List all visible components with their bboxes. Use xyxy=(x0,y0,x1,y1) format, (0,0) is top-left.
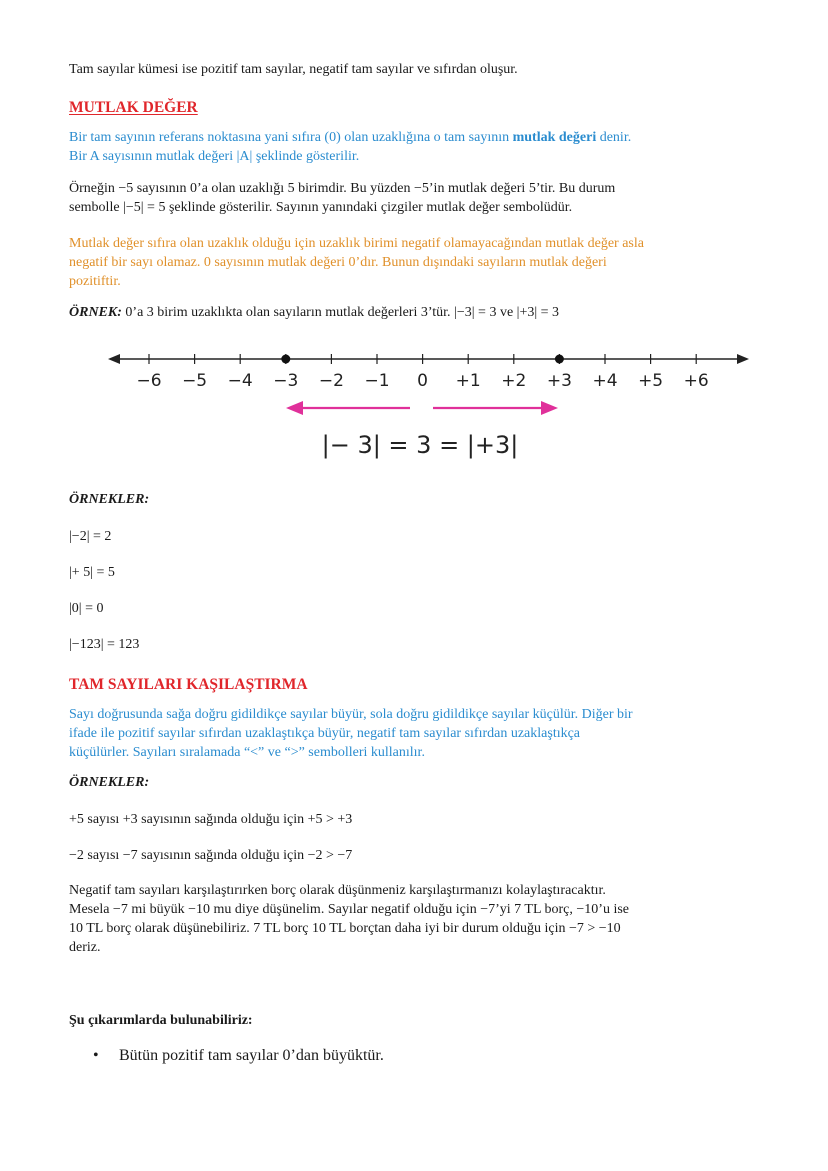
conclusion-list-item xyxy=(69,1047,749,1065)
section-heading-mutlak-deger: MUTLAK DEĞER xyxy=(69,99,198,116)
tick-label: +1 xyxy=(455,371,481,391)
tick-label: −2 xyxy=(318,371,344,391)
compare-paragraph xyxy=(69,705,749,762)
ornek-paragraph xyxy=(69,303,749,322)
definition-text-end: denir. xyxy=(596,130,632,145)
tick-label: −3 xyxy=(273,371,299,391)
debt-line-1: Negatif tam sayıları karşılaştırırken borç olarak düşünmeniz karşılaştırmanızı kolaylaştıracaktır. xyxy=(69,883,606,898)
tick-label: −5 xyxy=(182,371,208,391)
definition-paragraph xyxy=(69,128,749,166)
ornek-text: 0’a 3 birim uzaklıkta olan sayıların mutlak değerleri 3’tür. |−3| = 3 ve |+3| = 3 xyxy=(121,305,560,320)
note-line-2: negatif bir sayı olamaz. 0 sayısının mutlak değeri 0’dır. Bunun dışındaki sayıların mutlak değeri xyxy=(69,255,607,270)
conclusions-heading: Şu çıkarımlarda bulunabiliriz: xyxy=(69,1013,253,1028)
definition-line-2: Bir A sayısının mutlak değeri |A| şeklinde gösterilir. xyxy=(69,149,360,164)
example-paragraph xyxy=(69,179,749,217)
example-item-4: |−123| = 123 xyxy=(69,637,140,652)
debt-line-3: 10 TL borç olarak düşünebiliriz. 7 TL borç 10 TL borçtan daha iyi bir durum olduğu için −7 > −10 xyxy=(69,921,621,936)
marked-point xyxy=(281,355,290,364)
left-arrowhead xyxy=(286,401,303,415)
example-item-3: |0| = 0 xyxy=(69,601,104,616)
tick-label: −1 xyxy=(364,371,390,391)
example-item-1: |−2| = 2 xyxy=(69,529,112,544)
intro-paragraph: Tam sayılar kümesi ise pozitif tam sayılar, negatif tam sayılar ve sıfırdan oluşur. xyxy=(69,62,518,77)
compare-example-1: +5 sayısı +3 sayısının sağında olduğu için +5 > +3 xyxy=(69,812,353,827)
examples2-heading: ÖRNEKLER: xyxy=(69,775,150,790)
right-arrowhead xyxy=(541,401,558,415)
definition-bold-term: mutlak değeri xyxy=(512,130,597,145)
tick-label: −6 xyxy=(136,371,162,391)
compare-example-2: −2 sayısı −7 sayısının sağında olduğu için −2 > −7 xyxy=(69,848,353,863)
note-paragraph xyxy=(69,234,749,291)
axis-left-arrowhead xyxy=(108,354,120,364)
examples1-heading: ÖRNEKLER: xyxy=(69,492,150,507)
tick-label: −4 xyxy=(227,371,253,391)
section-heading-karsilastirma: TAM SAYILARI KAŞILAŞTIRMA xyxy=(69,676,308,693)
ornek-label: ÖRNEK: xyxy=(69,305,122,320)
compare-line-1: Sayı doğrusunda sağa doğru gidildikçe sayılar büyür, sola doğru gidildikçe sayılar küçülür. Diğer bir xyxy=(69,707,633,722)
debt-line-2: Mesela −7 mi büyük −10 mu diye düşünelim. Sayılar negatif olduğu için −7’yi 7 TL borç, −10’u ise xyxy=(69,902,629,917)
example-line-1: Örneğin −5 sayısının 0’a olan uzaklığı 5 birimdir. Bu yüzden −5’in mutlak değeri 5’tir. Bu durum xyxy=(69,181,616,196)
marked-point xyxy=(555,355,564,364)
note-line-1: Mutlak değer sıfıra olan uzaklık olduğu için uzaklık birimi negatif olamayacağından mutlak değer asla xyxy=(69,236,644,251)
number-line-figure xyxy=(0,345,828,465)
bullet-icon: • xyxy=(93,1047,99,1064)
debt-paragraph xyxy=(69,881,749,957)
tick-label: +3 xyxy=(546,371,572,391)
debt-line-4: deriz. xyxy=(69,940,101,955)
compare-line-3: küçülürler. Sayıları sıralamada “<” ve “>” sembolleri kullanılır. xyxy=(69,745,425,760)
tick-label: +6 xyxy=(683,371,709,391)
tick-label: +5 xyxy=(638,371,664,391)
compare-line-2: ifade ile pozitif sayılar sıfırdan uzaklaştıkça büyür, negatif tam sayılar sıfırdan uzaklaştıkça xyxy=(69,726,581,741)
example-item-2: |+ 5| = 5 xyxy=(69,565,115,580)
tick-label: +2 xyxy=(501,371,527,391)
definition-text: Bir tam sayının referans noktasına yani sıfıra (0) olan uzaklığına o tam sayının xyxy=(69,130,513,145)
note-line-3: pozitiftir. xyxy=(69,274,121,289)
absolute-value-equation: |− 3| = 3 = |+3| xyxy=(321,431,519,459)
conclusion-text: Bütün pozitif tam sayılar 0’dan büyüktür. xyxy=(119,1047,384,1064)
axis-right-arrowhead xyxy=(737,354,749,364)
example-line-2: sembolle |−5| = 5 şeklinde gösterilir. Sayının yanındaki çizgiler mutlak değer sembolüdür. xyxy=(69,200,573,215)
tick-label: +4 xyxy=(592,371,618,391)
tick-label: 0 xyxy=(417,371,429,391)
